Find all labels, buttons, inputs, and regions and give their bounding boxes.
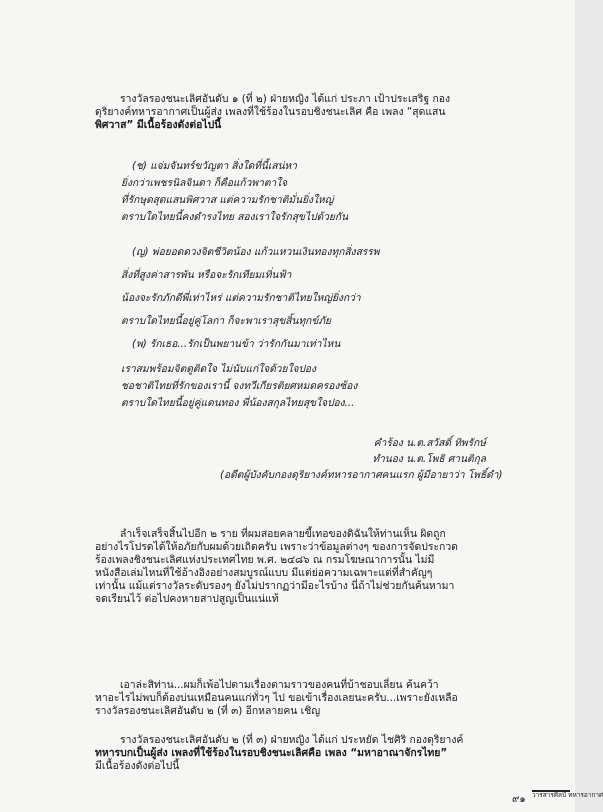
lyricist-credit: คำร้อง น.ต.สวัสดิ์ ทิพรักษ์ [373, 438, 486, 449]
lyric-line: เราสมพร้อมจิตดูติดใจ ไม่นับแก่ใจด้วยใจปอง [121, 364, 317, 375]
lyric-line: ที่รักษุดสุดแสนพิศวาส แต่ความรักชาติมั่นยิ่งใหญ่ [121, 195, 334, 206]
text-line: ร้องเพลงชิงชนะเลิศแห่งประเทศไทย พ.ศ. ๒๔๘๖ ณ กรมโฆษณาการนั้น ไม่มี [95, 554, 435, 566]
page-footer [512, 790, 603, 806]
composer-credit: ทำนอง น.ต.โพธิ ศานติกุล [372, 454, 486, 465]
text-line: หาอะไรไม่พบก็ต้องบ่นเหมือนคนแก่ทั่วๆ ไป ขอเข้าเรื่องเลยนะครับ...เพราะยังเหลือ [95, 692, 458, 704]
paragraph-transition [95, 679, 483, 718]
page-number: ๙๑ [512, 794, 526, 805]
text-line: เอาล่ะสิท่าน...ผมก็เพ้อไปตามเรื่องตามราวของคนที่บ้าชอบเลี่ยน ค้นคว้า [120, 679, 439, 691]
composer-note: (อดีตผู้บังคับกองดุริยางค์ทหารอากาศคนแรก ผู้มีอายาว่า โพธิ์ดำ) [220, 470, 503, 481]
lyric-line: (ญ) พ่อยอดดวงจิตชีวิตน้อง แก้วแหวนเงินทองทุกสิ่งสรรพ [132, 247, 380, 258]
lyric-line: ตราบใดไทยนี้อยู่คู่แดนทอง พี่น้องสกุลไทยสุขใจปอง... [121, 398, 355, 409]
text-line: มีเนื้อร้องดังต่อไปนี้ [95, 760, 180, 772]
text-line: รางวัลรองชนะเลิศอันดับ ๑ (ที่ ๒) ฝ่ายหญิง ได้แก่ ประภา เป้าประเสริฐ กอง [120, 93, 451, 105]
paragraph-author-note [95, 528, 483, 606]
text-line: จดเรียนไว้ ต่อไปคงหายสาปสูญเป็นแน่แท้ [95, 593, 279, 605]
text-line: รางวัลรองชนะเลิศอันดับ ๒ (ที่ ๓) ฝ่ายหญิง ได้แก่ ประหยัด ไชศิริ กองดุริยางค์ [120, 734, 464, 746]
text-line: รางวัลรองชนะเลิศอันดับ ๒ (ที่ ๓) อีกหลายคน เชิญ [95, 705, 321, 717]
lyric-line: ตราบใดไทยนี้อยู่คู่โลกา ก็จะพาเราสุขสิ้นทุกข์ภัย [121, 316, 331, 327]
song-credits [220, 436, 503, 484]
lyric-line: น้องจะรักภักดีพี่เท่าไหร่ แต่ความรักชาติไทยใหญ่ยิ่งกว่า [121, 293, 361, 304]
text-line: หนังสือเล่มไหนที่ใช้อ้างอิงอย่างสมบูรณ์แบบ มีแต่ย่อความเฉพาะแต่ที่สำคัญๆ [95, 567, 433, 579]
text-line: ลำเร็จเสร็จสิ้นไปอีก ๒ ราย ที่ผมสอยคลายขี้เทอของดิฉันให้ท่านเห็น ผิดถูก [120, 528, 446, 540]
lyric-line: ชอชาติไทยที่รักของเรานี้ จงทวีเกียรติยศหมดครองซ้อง [121, 381, 358, 392]
text-line: พิศวาส” มีเนื้อร้องดังต่อไปนี้ [95, 119, 222, 131]
text-line: ดุริยางค์ทหารอากาศเป็นผู้ส่ง เพลงที่ใช้ร้องในรอบชิงชนะเลิศ คือ เพลง “สุดแสน [95, 106, 446, 118]
paragraph-award-first-runner-up [95, 93, 483, 132]
lyric-line: (ช) แจ่มจันทร์ขวัญตา สิ่งใดที่นี้เสน่หา [132, 161, 297, 172]
lyric-line: สิ่งที่สูงค่าสารพัน หรือจะรักเทียมเทิ่นฟ้า [121, 270, 292, 281]
magazine-logo: วารสารศิลป์ ทหารอากาศ [532, 790, 570, 806]
lyric-line: ตราบใดไทยนี้คงดำรงไทย สองเราใจรักสุขไปด้วยกัน [121, 212, 349, 223]
lyric-line: (พ) รักเธอ...รักเป็นพยานข้า ว่ารักกันมาเท่าไหน [132, 339, 341, 350]
text-line: เท่านั้น แม้แต่รางวัลระดับรองๆ ยังไม่ปรากฏว่ามีอะไรบ้าง นี่ถ้าไม่ช่วยกันค้นหามา [95, 580, 455, 592]
text-line: อย่างไรโปรดได้ให้อภัยกับผมด้วยเถิดครับ เพราะว่าข้อมูลต่างๆ ของการจัดประกวด [95, 541, 458, 553]
paragraph-award-second-runner-up [95, 734, 483, 773]
text-line: ทหารบกเป็นผู้ส่ง เพลงที่ใช้ร้องในรอบชิงชนะเลิศคือ เพลง “มหาอาณาจักรไทย” [95, 747, 448, 759]
lyric-line: ยิ่งกว่าเพชรนิลจินดา ก็คือแก้วพาตาใจ [121, 178, 288, 189]
